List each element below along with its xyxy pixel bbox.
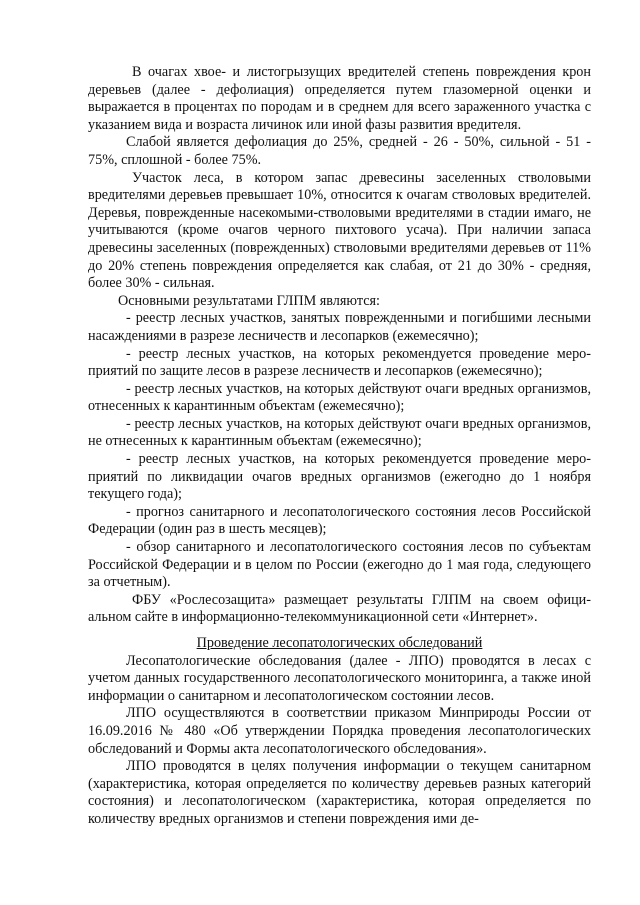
paragraph-defoliation-levels: Слабой является дефолиация до 25%, средней - 26 - 50%, сильной - 51 - 75%, сплошной - более 75%. [88,134,591,168]
list-item-registry-liquidation: - реестр лесных участков, на которых рекомендуется проведение мероприятий по ликвидации очагов вредных организмов (ежегодно до 1 ноября текущего года); [88,451,591,503]
section-heading: Проведение лесопатологических обследований [196,635,483,651]
list-item-registry-non-quarantine: - реестр лесных участков, на которых действуют очаги вредных организмов, не отнесенных к карантинным объектам (ежемесячно); [88,415,591,450]
list-item-registry-quarantine: - реестр лесных участков, на которых действуют очаги вредных организмов, отнесенных к карантинным объектам (ежемесячно); [88,380,591,415]
paragraph-results-intro: Основными результатами ГЛПМ являются: [118,292,380,309]
paragraph-defoliation: В очагах хвое- и листогрызущих вредителей степень повреждения крон деревьев (далее - дефолиация) определяется путем глазомерной оценки и выражается в процентах по породам и в среднем для всего зараженного участка с указанием вида и возраста личинок или иной фазы развития вредителя. [88,64,591,133]
paragraph-publication: ФБУ «Рослесозащита» размещает результаты ГЛПМ на своем официальном сайте в информационно-телекоммуникационной сети «Интернет». [88,591,591,626]
paragraph-lpo-order: ЛПО осуществляются в соответствии приказом Минприроды России от 16.09.2016 № 480 «Об утверждении Порядка проведения лесопатологических обследований и Формы акта лесопатологического обследования». [88,705,591,757]
paragraph-lpo-definition: Лесопатологические обследования (далее - ЛПО) проводятся в лесах с учетом данных государственного лесопатологического мониторинга, а также иной информации о санитарном и лесопатологическом состоянии лесов. [88,652,591,704]
list-item-forecast: - прогноз санитарного и лесопатологического состояния лесов Российской Федерации (один раз в шесть месяцев); [88,503,591,538]
paragraph-lpo-purpose: ЛПО проводятся в целях получения информации о текущем санитарном (характеристика, которая определяется по количеству деревьев разных категорий состояния) и лесопатологическом (характеристика, которая определяется по количеству вредных организмов и степени повреждения ими де- [88,758,591,827]
paragraph-stem-pests: Участок леса, в котором запас древесины заселенных стволовыми вредителями деревьев превышает 10%, относится к очагам стволовых вредителей. Деревья, поврежденные насекомыми-стволовыми вредителями в стадии имаго, не учитываются (кроме очагов черного пихтового усача). При наличии запаса древесины заселенных (поврежденных) стволовыми вредителями деревьев от 11% до 20% степень повреждения определяется как слабая, от 21 до 30% - средняя, более 30% - сильная. [88,169,591,292]
list-item-review: - обзор санитарного и лесопатологического состояния лесов по субъектам Российской Федерации и в целом по России (ежегодно до 1 мая года, следующего за отчетным). [88,539,591,591]
list-item-registry-damaged: - реестр лесных участков, занятых поврежденными и погибшими лесными насаждениями в разрезе лесничеств и лесопарков (ежемесячно); [88,310,591,344]
document-text [88,64,591,829]
list-item-registry-protection: - реестр лесных участков, на которых рекомендуется проведение мероприятий по защите лесов в разрезе лесничеств и лесопарков (ежемесячно); [88,345,591,380]
